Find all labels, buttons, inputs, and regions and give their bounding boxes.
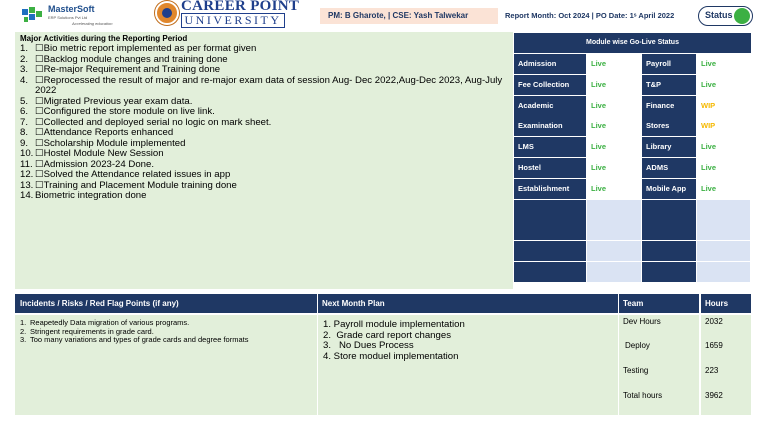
mastersoft-name: MasterSoft (48, 4, 95, 14)
module-status-row (514, 75, 751, 96)
module-name: Mobile App (642, 179, 696, 199)
activity-text: ☐Bio metric report implemented as per format given (35, 43, 257, 54)
module-name: Admission (514, 54, 586, 74)
module-status-row (514, 137, 751, 158)
module-status: Live (697, 179, 750, 199)
major-activities-panel (15, 32, 513, 289)
incidents-list (20, 319, 312, 345)
next-month-plan-list (323, 320, 613, 362)
module-name: Fee Collection (514, 75, 586, 95)
activity-text: ☐Attendance Reports enhanced (35, 127, 174, 138)
activities-list (20, 44, 508, 202)
report-header (0, 0, 768, 32)
team-name-cell: Total hours (623, 391, 663, 400)
module-name-empty (514, 200, 586, 220)
module-status-row (514, 96, 751, 117)
activity-number: 7. (20, 116, 29, 128)
module-name: Academic (514, 96, 586, 116)
university-seal-icon (155, 1, 179, 25)
module-name-empty (514, 220, 586, 240)
module-name: Finance (642, 96, 696, 116)
incident-number: 1. (20, 318, 27, 327)
activity-number: 8. (20, 127, 29, 138)
module-status: Live (697, 75, 750, 95)
module-status-row (514, 158, 751, 179)
module-status-empty (587, 220, 641, 240)
mastersoft-logo (20, 3, 130, 29)
incident-item (20, 336, 312, 345)
module-name: Library (642, 137, 696, 157)
module-name-empty (642, 241, 696, 261)
status-green-dot-icon (734, 8, 750, 24)
activity-number: 4. (20, 74, 29, 86)
activity-number: 14. (20, 190, 34, 201)
report-month-po-date: Report Month: Oct 2024 | PO Date: 1ˢ April 2022 (505, 11, 675, 20)
module-status: Live (697, 158, 750, 178)
module-status: Live (587, 158, 641, 178)
activity-item (20, 76, 508, 97)
university-name-line2: UNIVERSITY (181, 13, 285, 28)
team-name-cell: Dev Hours (623, 317, 661, 326)
team-column (619, 315, 699, 415)
module-name: ADMS (642, 158, 696, 178)
activity-text: ☐Training and Placement Module training done (35, 179, 237, 191)
activities-title: Major Activities during the Reporting Period (20, 34, 188, 43)
activity-number: 1. (20, 43, 29, 54)
module-status: Live (587, 54, 641, 74)
incident-text: Reapetedly Data migration of various programs. (30, 318, 190, 327)
module-name-empty (642, 220, 696, 240)
incident-number: 3. (20, 335, 27, 345)
module-status: Live (587, 96, 641, 116)
module-status-empty (697, 262, 750, 282)
module-name: Establishment (514, 179, 586, 199)
plan-item: 2. Grade card report changes (323, 329, 451, 341)
bottom-section (15, 294, 751, 415)
activity-number: 2. (20, 53, 29, 65)
hours-header: Hours (701, 294, 751, 313)
module-status-title: Module wise Go-Live Status (514, 33, 751, 53)
module-status: Live (697, 54, 750, 74)
hours-column (701, 315, 751, 415)
activity-text: ☐Scholarship Module implemented (35, 137, 186, 149)
activity-text: ☐Re-major Requirement and Training done (35, 64, 221, 75)
activity-text: ☐Hostel Module New Session (35, 148, 164, 159)
module-name-empty (642, 262, 696, 282)
activity-text: ☐Backlog module changes and training done (35, 53, 228, 65)
module-status-row (514, 116, 751, 137)
incident-text: Stringent requirements in grade card. (30, 326, 154, 336)
activity-number: 13. (20, 179, 34, 191)
activity-text: ☐Reprocessed the result of major and re-major exam data of session Aug- Dec 2022,Aug-Dec 2023, Aug-July 2022 (35, 74, 503, 96)
module-name: T&P (642, 75, 696, 95)
module-name: Examination (514, 116, 586, 136)
team-name-cell: Testing (623, 366, 649, 375)
activity-number: 5. (20, 95, 29, 107)
activity-text: ☐Collected and deployed serial no logic on mark sheet. (35, 116, 272, 128)
module-go-live-status (514, 33, 751, 289)
team-hours-cell: 223 (705, 366, 719, 375)
career-point-logo (155, 0, 300, 30)
module-name-empty (642, 200, 696, 220)
activity-text: ☐Migrated Previous year exam data. (35, 95, 193, 107)
module-name: Hostel (514, 158, 586, 178)
mastersoft-subtitle: ERP Solutions Pvt Ltd (48, 15, 88, 20)
module-status-empty (697, 241, 750, 261)
team-hours-cell: 1659 (705, 341, 723, 350)
mastersoft-logo-icon (20, 5, 44, 25)
module-name: LMS (514, 137, 586, 157)
activity-number: 12. (20, 169, 34, 180)
module-status: Live (587, 116, 641, 136)
activity-number: 6. (20, 106, 29, 117)
plan-item: 4. Store moduel implementation (323, 350, 459, 362)
module-status-empty (587, 200, 641, 220)
activity-number: 9. (20, 137, 29, 149)
module-name-empty (514, 262, 586, 282)
module-status-row-empty (514, 200, 751, 221)
mastersoft-tagline: Accelerating education (72, 21, 113, 26)
plan-item: 1. Payroll module implementation (323, 319, 465, 330)
next-month-plan-header: Next Month Plan (318, 294, 618, 313)
activity-item (20, 191, 508, 202)
module-status: Live (587, 137, 641, 157)
module-status: Live (587, 179, 641, 199)
activity-text: Biometric integration done (35, 190, 147, 201)
team-hours-cell: 2032 (705, 317, 723, 326)
module-status: WIP (697, 96, 750, 116)
module-status-row-empty (514, 220, 751, 241)
status-indicator (698, 6, 753, 26)
incidents-header: Incidents / Risks / Red Flag Points (if any) (15, 294, 317, 313)
activity-number: 3. (20, 64, 29, 75)
activity-text: ☐Configured the store module on live link. (35, 106, 215, 117)
module-status-empty (587, 241, 641, 261)
module-status-row-empty (514, 262, 751, 283)
status-label: Status (705, 10, 733, 20)
module-name-empty (514, 241, 586, 261)
incident-text: Too many variations and types of grade cards and degree formats (30, 335, 249, 345)
module-status: Live (697, 137, 750, 157)
module-status-row (514, 54, 751, 75)
pm-cse-info: PM: B Gharote, | CSE: Yash Talwekar (320, 8, 498, 24)
module-status-empty (697, 200, 750, 220)
team-name-cell: Deploy (625, 341, 650, 350)
module-status-row-empty (514, 241, 751, 262)
module-status-empty (697, 220, 750, 240)
incident-number: 2. (20, 326, 27, 336)
module-status-row (514, 179, 751, 200)
incidents-panel (15, 315, 317, 415)
module-status-empty (587, 262, 641, 282)
module-name: Stores (642, 116, 696, 136)
module-status: Live (587, 75, 641, 95)
activity-number: 11. (20, 158, 33, 170)
activity-number: 10. (20, 148, 34, 159)
team-hours-cell: 3962 (705, 391, 723, 400)
activity-text: ☐Admission 2023-24 Done. (35, 158, 154, 170)
plan-item: 3. No Dues Process (323, 340, 414, 351)
module-status: WIP (697, 116, 750, 136)
next-month-plan-panel (318, 315, 618, 415)
module-status-grid (514, 54, 751, 283)
module-name: Payroll (642, 54, 696, 74)
team-header: Team (619, 294, 699, 313)
activity-text: ☐Solved the Attendance related issues in app (35, 169, 231, 180)
university-name-line1: CAREER POINT (181, 0, 300, 14)
